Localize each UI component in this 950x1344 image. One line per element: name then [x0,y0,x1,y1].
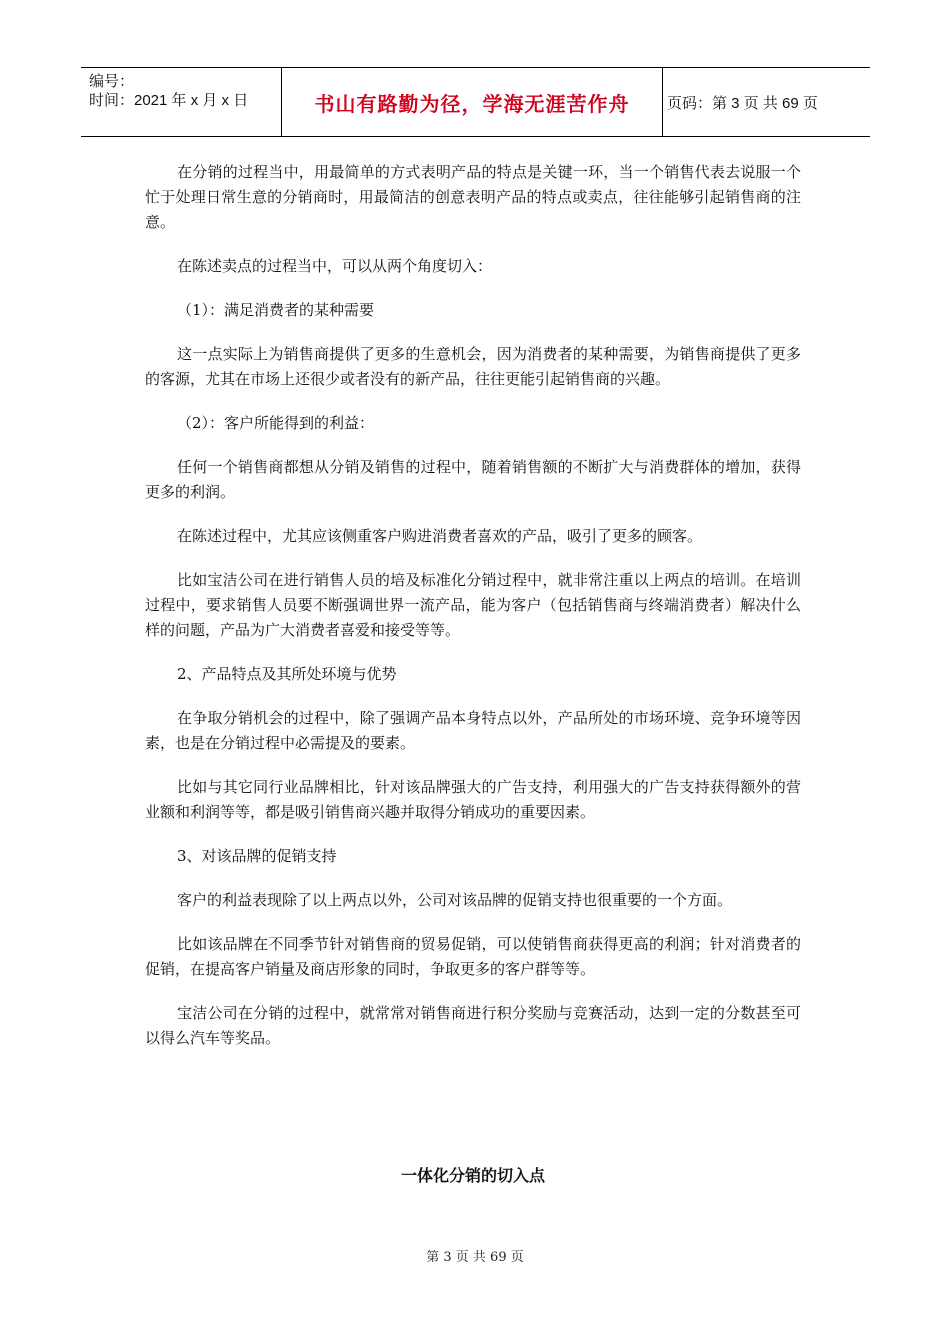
section-title: 一体化分销的切入点 [400,1166,545,1185]
paragraph: 比如该品牌在不同季节针对销售商的贸易促销，可以使销售商获得更高的利润；针对消费者的促销，在提高客户销量及商店形象的同时，争取更多的客户群等等。 [145,935,801,978]
paragraph: 任何一个销售商都想从分销及销售的过程中，随着销售额的不断扩大与消费群体的增加，获得更多的利润。 [145,458,801,501]
page-header [81,67,870,137]
paragraph: 在分销的过程当中，用最简单的方式表明产品的特点是关键一环，当一个销售代表去说服一个忙于处理日常生意的分销商时，用最简洁的创意表明产品的特点或卖点，往往能够引起销售商的注意。 [145,163,801,231]
paragraph: 比如与其它同行业品牌相比，针对该品牌强大的广告支持，利用强大的广告支持获得额外的营业额和利润等等，都是吸引销售商兴趣并取得分销成功的重要因素。 [145,778,801,821]
paragraph: 客户的利益表现除了以上两点以外，公司对该品牌的促销支持也很重要的一个方面。 [177,891,733,909]
paragraph: 比如宝洁公司在进行销售人员的培及标准化分销过程中，就非常注重以上两点的培训。在培训过程中，要求销售人员要不断强调世界一流产品，能为客户（包括销售商与终端消费者）解决什么样的问题，产品为广大消费者喜爱和接受等等。 [145,571,801,639]
page-footer: 第 3 页 共 69 页 [426,1250,524,1265]
paragraph: （2）：客户所能得到的利益： [177,414,375,432]
date-label: 时间：2021 年 x 月 x 日 [89,92,249,109]
header-motto: 书山有路勤为径，学海无涯苦作舟 [282,68,663,136]
serial-label: 编号： [89,73,135,90]
paragraph: （1）：满足消费者的某种需要 [177,301,375,319]
document-body [145,160,801,1070]
paragraph: 在陈述过程中，尤其应该侧重客户购进消费者喜欢的产品，吸引了更多的顾客。 [177,527,703,545]
paragraph: 在陈述卖点的过程当中，可以从两个角度切入： [177,257,493,275]
paragraph: 宝洁公司在分销的过程中，就常常对销售商进行积分奖励与竞赛活动，达到一定的分数甚至可以得么汽车等奖品。 [145,1004,801,1047]
subheading: 3、对该品牌的促销支持 [177,847,337,865]
header-page-info: 页码：第 3 页 共 69 页 [667,94,818,112]
subheading: 2、产品特点及其所处环境与优势 [177,665,397,683]
paragraph: 在争取分销机会的过程中，除了强调产品本身特点以外，产品所处的市场环境、竞争环境等因素，也是在分销过程中必需提及的要素。 [145,709,801,752]
paragraph: 这一点实际上为销售商提供了更多的生意机会，因为消费者的某种需要，为销售商提供了更多的客源，尤其在市场上还很少或者没有的新产品，往往更能引起销售商的兴趣。 [145,345,801,388]
header-meta [81,68,282,136]
